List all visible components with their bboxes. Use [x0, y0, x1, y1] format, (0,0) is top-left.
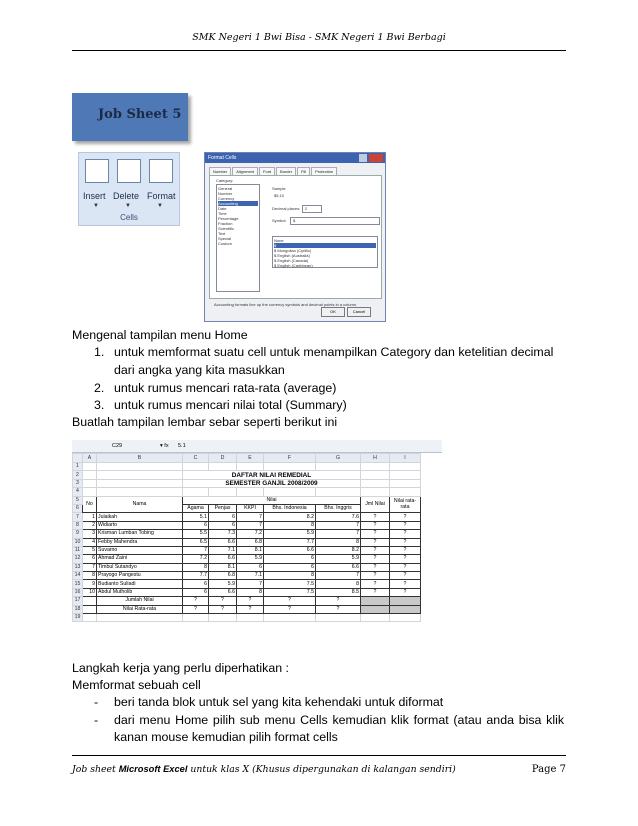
- list-item: untuk rumus mencari nilai total (Summary): [114, 398, 347, 412]
- chevron-down-icon: ▼: [125, 203, 131, 209]
- symbol-item: None: [274, 238, 284, 243]
- step-item: beri tanda blok untuk sel yang kita kehendaki untuk diformat: [114, 695, 444, 709]
- column-header: F: [264, 454, 316, 463]
- table-row: 10 4 Febby Mahendra 6.5 6.6 6.8 7.7 8 ? ?: [73, 538, 421, 546]
- steps-title: Langkah kerja yang perlu diperhatikan :: [72, 661, 289, 675]
- table-row: 11 5 Suvarno 7 7.1 8.1 6.6 8.2 ? ?: [73, 546, 421, 554]
- dialog-panel: [209, 175, 382, 307]
- table-row: 16 10 Abdul Mutholib 6 6.6 8 7.5 8.5 ? ?: [73, 588, 421, 596]
- category-item: Time: [218, 211, 227, 216]
- header-divider: [72, 50, 566, 51]
- list-dash: -: [94, 695, 99, 709]
- list-number: 3.: [94, 398, 105, 412]
- spreadsheet-grid: A B C D E F G H I 1 2 DAFTAR NILAI REMEDIAL 3 SEMESTER GANJIL 2008/2009 4 5 No Nama Nilai Jml Nilai Nilai rata-rata 6 Agama Penjas KKPI Bhs. Indonesia Bhs. Inggris 7 1 Julaikah 5.1 6 7 8.2 7.6 ? ? 8 2 Widiarto 6 6 7 8 7 ? ? 9 3 Krisman Lumban Tobing 5.5 7.3 7.2 5.9 7 ? ? 10 4 Febby Mahendra 6.5 6.6 6.8 7.7 8 ? ? 11 5 Suvarno 7 7.1 8.1 6.6 8.2 ? ? 12 6 Ahmad Zaini 7.2 6.6 5.9 6 5.9 ? ? 13 7 Timbul Sutandyo 8 8.1 6 6 6.6 ? ? 14 8 Prayogo Pangestu 7.7 6.8 7.1 8 7 ? ? 15 9 Budianto Suliadi 6 5.9 7 7.5 8 ? ? 16 10 Abdul Mutholib 6 6.6 8 7.5 8.5 ? ? 17 Jumlah Nilai ? ? ? ? ? 18 Nilai Rata-rata ? ? ? ? ? 19: [72, 453, 421, 622]
- tab-protection: Protection: [311, 167, 337, 176]
- decimal-label: Decimal places:: [272, 206, 301, 211]
- column-header: I: [390, 454, 421, 463]
- symbol-item: $ English (Australia): [274, 253, 310, 258]
- column-header: D: [209, 454, 237, 463]
- column-header: C: [183, 454, 209, 463]
- list-item: dari angka yang kita masukkan: [114, 363, 285, 377]
- tab-border: Border: [276, 167, 296, 176]
- cells-group-label: Cells: [120, 213, 138, 222]
- intro-title: Mengenal tampilan menu Home: [72, 328, 248, 342]
- header-rata: Nilai rata-rata: [390, 496, 421, 513]
- table-row: 14 8 Prayogo Pangestu 7.7 6.8 7.1 8 7 ? ?: [73, 572, 421, 580]
- instruction: Buatlah tampilan lembar sebar seperti berikut ini: [72, 415, 338, 429]
- tab-alignment: Alignment: [232, 167, 258, 176]
- table-row: 8 2 Widiarto 6 6 7 8 7 ? ?: [73, 521, 421, 529]
- category-item: Scientific: [218, 226, 235, 231]
- insert-icon: [85, 159, 109, 183]
- spreadsheet-screenshot: [72, 440, 442, 646]
- table-row: 13 7 Timbul Sutandyo 8 8.1 6 6 6.6 ? ?: [73, 563, 421, 571]
- format-icon: [149, 159, 173, 183]
- list-dash: -: [94, 713, 99, 727]
- category-list: [216, 184, 260, 292]
- tab-font: Font: [259, 167, 275, 176]
- category-item-selected: Accounting: [218, 201, 258, 206]
- symbol-label: Symbol:: [272, 218, 287, 223]
- delete-icon: [117, 159, 141, 183]
- category-item: Custom: [218, 241, 232, 246]
- help-icon: [359, 154, 367, 162]
- symbol-select: $: [290, 217, 380, 225]
- column-header: H: [361, 454, 390, 463]
- category-item: Fraction: [218, 221, 233, 226]
- header-jml: Jml Nilai: [361, 496, 390, 513]
- column-header: E: [237, 454, 264, 463]
- formula-bar: [72, 440, 442, 453]
- category-item: Number: [218, 191, 233, 196]
- category-item: Text: [218, 231, 226, 236]
- list-number: 2.: [94, 381, 105, 395]
- column-header: A: [83, 454, 97, 463]
- symbol-list: [272, 236, 378, 268]
- sample-value: $5.10: [274, 193, 285, 198]
- ribbon-cells-group: [78, 152, 180, 226]
- sheet-title: DAFTAR NILAI REMEDIAL: [183, 471, 361, 479]
- table-row: 12 6 Ahmad Zaini 7.2 6.6 5.9 6 5.9 ? ?: [73, 555, 421, 563]
- format-label: Format: [147, 191, 176, 201]
- job-sheet-badge: [72, 93, 188, 141]
- column-header: G: [316, 454, 361, 463]
- format-description: Accounting formats line up the currency symbols and decimal points in a column.: [214, 302, 358, 307]
- dialog-title: Format Cells: [205, 153, 385, 163]
- sheet-subtitle: SEMESTER GANJIL 2008/2009: [183, 479, 361, 487]
- category-item: Date: [218, 206, 227, 211]
- list-number: 1.: [94, 345, 105, 359]
- delete-label: Delete: [113, 191, 140, 201]
- header-nilai: Nilai: [183, 496, 361, 504]
- list-item: untuk rumus mencari rata-rata (average): [114, 381, 337, 395]
- steps-subtitle: Memformat sebuah cell: [72, 678, 201, 692]
- list-item: untuk memformat suatu cell untuk menampilkan Category dan ketelitian decimal: [114, 345, 554, 359]
- close-icon: [369, 154, 383, 162]
- category-item: Currency: [218, 196, 235, 201]
- jumlah-label: Jumlah Nilai: [97, 597, 183, 605]
- job-sheet-label: Job Sheet 5: [98, 107, 182, 122]
- symbol-item: $ English (Caribbean): [274, 263, 313, 268]
- name-box: C29: [112, 443, 123, 449]
- table-row: 7 1 Julaikah 5.1 6 7 8.2 7.6 ? ?: [73, 513, 421, 521]
- table-row: 9 3 Krisman Lumban Tobing 5.5 7.3 7.2 5.9 7 ? ?: [73, 530, 421, 538]
- footer-text: Job sheet Microsoft Excel untuk klas X (Khusus dipergunakan di kalangan sendiri): [72, 764, 456, 775]
- chevron-down-icon: ▼: [157, 203, 163, 209]
- cancel-button: Cancel: [347, 307, 371, 317]
- sample-label: Sample: [272, 186, 286, 191]
- formula-value: 5.1: [178, 443, 186, 449]
- tab-number: Number: [209, 167, 231, 176]
- category-item: Special: [218, 236, 232, 241]
- category-item: General: [218, 186, 233, 191]
- footer-divider: [72, 755, 566, 756]
- step-item: kanan mouse kemudian pilih format cells: [114, 730, 338, 744]
- decimal-field: 2: [302, 205, 322, 213]
- category-item: Percentage: [218, 216, 239, 221]
- rata-label: Nilai Rata-rata: [97, 605, 183, 613]
- chevron-down-icon: ▼: [93, 203, 99, 209]
- page-header: SMK Negeri 1 Bwi Bisa - SMK Negeri 1 Bwi Berbagi: [192, 32, 446, 43]
- ok-button: OK: [321, 307, 345, 317]
- symbol-item: $ English (Canada): [274, 258, 309, 263]
- fx-icon: ▾ fx: [160, 443, 169, 449]
- column-header: B: [97, 454, 183, 463]
- symbol-item-selected: $: [274, 243, 376, 248]
- header-no: No: [83, 496, 97, 513]
- format-cells-dialog: [204, 152, 386, 322]
- category-label: Category:: [216, 178, 234, 183]
- table-row: 15 9 Budianto Suliadi 6 5.9 7 7.5 8 ? ?: [73, 580, 421, 588]
- page-number: Page 7: [531, 764, 566, 775]
- insert-label: Insert: [83, 191, 106, 201]
- header-nama: Nama: [97, 496, 183, 513]
- step-item: dari menu Home pilih sub menu Cells kemudian klik format (atau anda bisa klik: [114, 713, 565, 727]
- symbol-item: $ Mongolian (Cyrillic): [274, 248, 312, 253]
- tab-fill: Fill: [297, 167, 310, 176]
